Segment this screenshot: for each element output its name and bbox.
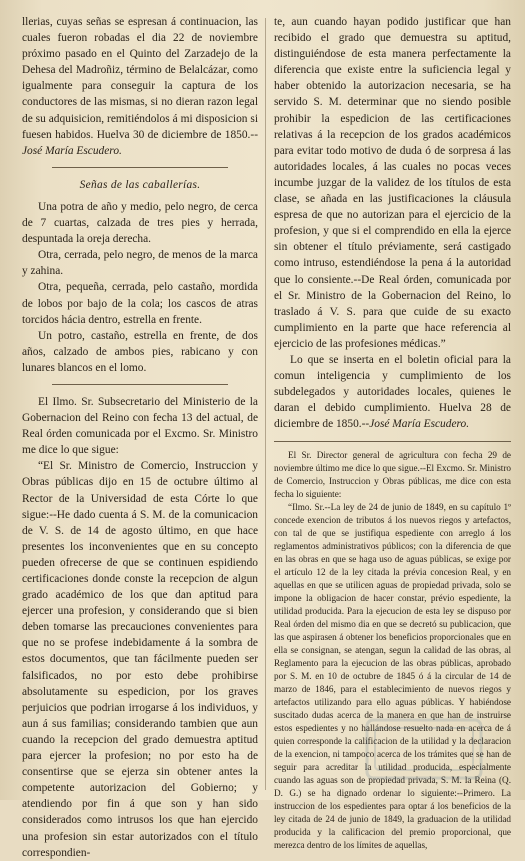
royal-order-intro: El Ilmo. Sr. Subsecretario del Ministerio de la Gobernacion del Reino con fecha 13 del actual, de Real órden comunicada por el Excmo. Sr. Ministro me dice lo que sigue: [22, 395, 258, 457]
publication-notice [274, 352, 511, 432]
section-divider-2 [52, 384, 228, 385]
section-divider [52, 167, 228, 168]
article-separator [274, 441, 511, 442]
agriculture-circular [274, 449, 511, 852]
publication-signature: José María Escudero. [369, 418, 470, 431]
column-divider [265, 18, 266, 790]
publication-text: Lo que se inserta en el boletin oficial para la comun inteligencia y cumplimiento de los subdelegados y autoridades locales, quienes le daran el debido cumplimiento. Huelva 28 de diciembre de 1850.-- [274, 353, 511, 431]
horse-description-2: Otra, cerrada, pelo negro, de menos de la marca y zahina. [22, 249, 258, 278]
agriculture-body: “Ilmo. Sr.--La ley de 24 de junio de 1849, en su capítulo 1º concede exencion de tributos á los nuevos riegos y artefactos, con tal de que se justifiqua espediente con arreglo á los reglamentos administrativos públicos; con la diferencia de que en las obras en que se haga uso de aguas públicas, se exige por el artículo 12 de la ley citada la prévia concesion Real, y en aquellas en que se utilicen aguas de propiedad privada, solo se impone la obligacion de hacer constar, prévio espediente, la utilidad producida. Para la ejecucion de esta ley se dispuso por Real órden del mismo dia en que se decretó su publicacion, que las que aspirasen á obtener los beneficios proporcionales que en ella se consignan, se atengan, segun la calidad de las obras, al Reglamento para la ejecucion de las obras públicas, aprobado por S. M. en 10 de octubre de 1845 ó á la circular de 14 de marzo de 1846, para el establecimiento de nuevos riegos y artefactos utilizando para ello aguas públicas. Y habiéndose suscitado dudas acerca de la manera en que han de instruirse estos espedientes y no hallándose resuelto nada en acerca de á quien corresponde la calificacion de la utilidad y la declaracion de la exencion, ni tampoco acerca de los trámites que se han de seguir para acreditar la utilidad producida, especialmente cuando las aguas son de propiedad privada, S. M. la Reina (Q. D. G.) se ha dignado ordenar lo siguiente:--Primero. La instruccion de los espedientes para optar á los beneficios de la ley citada de 24 de junio de 1849, la graduacion de la utilidad producida y la calificacion del premio proporcional, que merezca dentro de los límites de aquellas, [274, 502, 511, 851]
horse-description-4: Un potro, castaño, estrella en frente, de dos años, calzado de ambos pies, rabicano y con lunares blancos en el lomo. [22, 329, 258, 374]
agriculture-intro: El Sr. Director general de agricultura con fecha 29 de noviembre último me dice lo que sigue.--El Excmo. Sr. Ministro de Comercio, Instruccion y Obras públicas, me dice con esta fecha lo siguiente: [274, 450, 511, 500]
stolen-horses-notice [22, 14, 258, 159]
section-heading: Señas de las caballerías. [79, 178, 201, 191]
right-column [274, 14, 511, 851]
left-column [22, 14, 258, 859]
notice-signature: José María Escudero. [22, 144, 122, 157]
horse-description-1: Una potra de año y medio, pelo negro, de cerca de 7 cuartas, calzada de tres pies y herrada, despuntada la oreja derecha. [22, 200, 258, 246]
notice-text: llerias, cuyas señas se espresan á continuacion, las cuales fueron robadas el dia 22 de noviembre próximo pasado en el Quinto del Zarzadejo de la Dehesa del Madroñiz, término de Belalcázar, como igualmente para conseguir la captura de los conductores de las mismas, si no dieran razon legal de su adquisicion, remitiéndolos á mi disposicion si fuesen habidos. Huelva 30 de diciembre de 1850.-- [22, 16, 258, 141]
royal-order-body: “El Sr. Ministro de Comercio, Instruccion y Obras públicas dijo en 15 de octubre último al Rector de la Universidad de esta Córte lo que sigue:--He dado cuenta á S. M. de la comunicacion de V. S. de 14 de agosto último, en que hace presentes los inconvenientes que en su concepto pueden ofrecerse de que se continuen espidiendo certificaciones donde conste la recepcion de algun grado académico de los que dan aptitud para ejercer una profesion, y considerando que si bien deben tomarse las precauciones convenientes para que no se profese indebidamente á la sombra de estos documentos, que tan fácilmente pueden ser falsificados, no por esto debe prohibirse absolutamente su espedicion, por los graves perjuicios que podrian irrogarse á los individuos, y aun á sus familias; considerando tambien que aun cuando la recepcion del grado demuestra aptitud para ejercer la profesion; no por esto ha de consentirse que se ejerza sin obtener antes la competente autorizacion del Gobierno; y atendiendo por fin á que son y han sido considerados como intrusos los que han ejercido una profesion sin estar autorizados con el título correspondien- [22, 460, 258, 859]
royal-order-continuation: te, aun cuando hayan podido justificar que han recibido el grado que demuestra su aptitud, distinguiéndose de esta manera perfectamente la diferencia que existe entre la suficiencia legal y haber obtenido la autorizacion necesaria, se ha servido S. M. determinar que no siendo posible prohibir la espedicion de las certificaciones relativas á la recepcion de los grados académicos para evitar todo motivo de duda ó de sorpresa á las autoridades locales, á las cuales no pocas veces incumbe juzgar de la validez de los títulos de esta clase, se añada en las justificaciones la cláusula espresa de que no autorizan para el ejercicio de la profesion, y que si el comprendido en ella la ejerce sin obtener el título préviamente, será castigado como intruso, estendiéndose la pena á la autoridad que lo consiente.--De Real órden, comunicada por el Sr. Ministro de la Gobernacion del Reino, lo traslado á V. S. para que cuide de su exacto cumplimiento en la parte que hace referencia al ejercicio de las profesiones médicas.” [274, 16, 511, 350]
horse-description-3: Otra, pequeña, cerrada, pelo castaño, mordida de lobos por bajo de la cola; los cascos de atras torcidos hácia dentro, estrella en frente. [22, 281, 258, 326]
